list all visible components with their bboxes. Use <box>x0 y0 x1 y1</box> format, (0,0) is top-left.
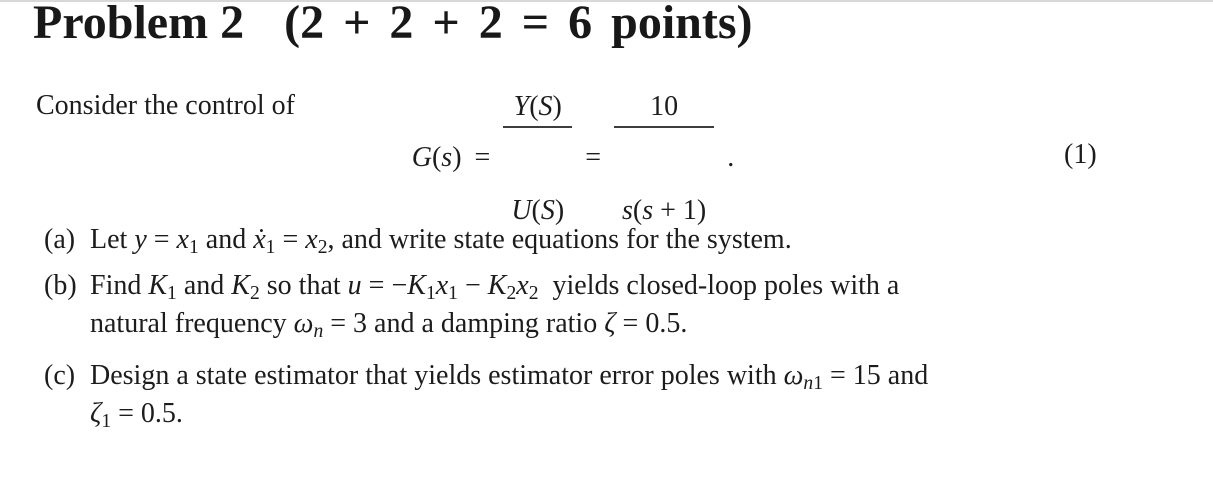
equals-sign: = <box>585 142 601 173</box>
part-body <box>90 268 899 344</box>
equals-sign: = <box>474 142 491 173</box>
equation-lhs: G(s) <box>411 142 462 173</box>
part-body <box>90 222 792 260</box>
part-a <box>44 222 792 260</box>
problem-points: (2 + 2 + 2 = 6 points) <box>284 0 753 49</box>
fraction-numerator: Y(S) <box>503 89 572 128</box>
part-line: Let y = x1 and ẋ1 = x2, and write state equations for the system. <box>90 224 792 259</box>
fraction-denominator: U(S) <box>511 195 565 226</box>
equation-period: . <box>727 142 735 173</box>
part-label: (a) <box>44 224 76 255</box>
part-label: (c) <box>44 360 76 391</box>
part-line: ζ1 = 0.5. <box>90 398 183 433</box>
part-body <box>90 358 928 434</box>
part-b <box>44 268 899 344</box>
fraction-numerator: 10 <box>614 89 714 128</box>
part-label: (b) <box>44 270 77 301</box>
part-c <box>44 358 928 434</box>
part-line: Design a state estimator that yields estimator error poles with ωn1 = 15 and <box>90 360 929 395</box>
part-line: Find K1 and K2 so that u = −K1x1 − K2x2 yields closed-loop poles with a <box>90 270 900 305</box>
problem-title: Problem 2 <box>33 0 245 49</box>
intro-text: Consider the control of <box>36 90 295 121</box>
equation-number: (1) <box>1064 139 1097 170</box>
part-line: natural frequency ωn = 3 and a damping ratio ζ = 0.5. <box>90 308 688 343</box>
fraction-denominator: s(s + 1) <box>622 195 707 226</box>
